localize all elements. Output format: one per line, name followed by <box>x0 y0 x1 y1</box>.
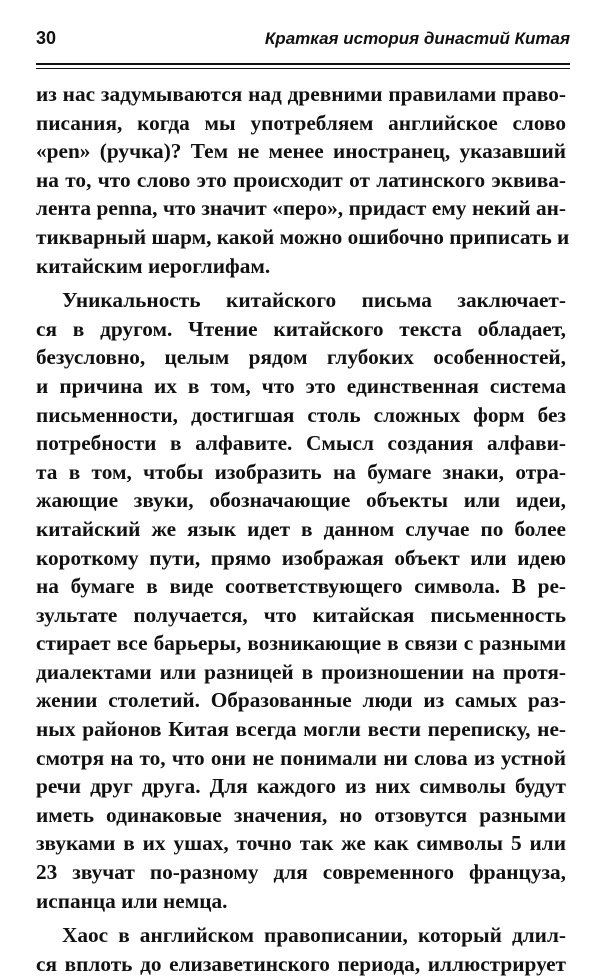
header-rule-thick <box>36 63 570 65</box>
page-number: 30 <box>36 28 57 48</box>
text-line: звуками в их ушах, точно так же как символы 5 или <box>36 831 566 856</box>
text-line: иметь одинаковые значения, но отзовутся разными <box>36 802 566 827</box>
text-line: испанца или немца. <box>36 888 228 913</box>
text-line: Хаос в английском правописании, который длил- <box>62 923 566 948</box>
page-header <box>30 24 570 54</box>
text-line: на бумаге в виде соответствующего символа. В ре- <box>36 574 566 599</box>
running-title: Краткая история династий Китая <box>264 29 570 48</box>
text-line: Уникальность китайского письма заключает- <box>62 288 566 313</box>
text-line: ся в другом. Чтение китайского текста обладает, <box>36 316 566 341</box>
header-rule-thin <box>36 68 570 69</box>
text-line: стирает все барьеры, возникающие в связи с разными <box>36 631 566 656</box>
text-line: безусловно, целым рядом глубоких особенностей, <box>36 345 566 370</box>
text-line: из нас задумываются над древними правилами право- <box>36 82 566 106</box>
text-line: 23 звучат по-разному для современного француза, <box>36 860 566 885</box>
text-line: «pen» (ручка)? Тем не менее иностранец, указавший <box>36 139 566 164</box>
text-line: на то, что слово это происходит от латинского эквива- <box>36 167 566 192</box>
text-line: зультате получается, что китайская письменность <box>36 602 566 627</box>
text-line: короткому пути, прямо изображая объект или идею <box>36 545 566 570</box>
text-line: жении столетий. Образованные люди из самых раз- <box>36 688 566 713</box>
text-line: лента penna, что значит «перо», придаст ему некий ан- <box>36 196 566 221</box>
text-line: письменности, достигшая столь сложных форм без <box>36 402 566 427</box>
text-line: диалектами или разницей в произношении на протя- <box>36 659 566 684</box>
text-line: писания, когда мы употребляем английское слово <box>36 110 566 135</box>
text-line: тикварный шарм, какой можно ошибочно приписать и <box>36 224 570 249</box>
text-line: потребности в алфавите. Смысл создания алфави- <box>36 431 566 456</box>
text-line: речи друг друга. Для каждого из них символы будут <box>36 774 566 799</box>
text-line: китайский же язык идет в данном случае по более <box>36 516 566 541</box>
text-line: та в том, чтобы изобразить на бумаге знаки, отра- <box>36 459 566 484</box>
text-line: ся вплоть до елизаветинского периода, иллюстрирует <box>36 951 566 976</box>
body-text <box>36 80 570 978</box>
text-line: и причина их в том, что это единственная система <box>36 373 566 398</box>
text-line: ных районов Китая всегда могли вести переписку, не- <box>36 717 566 742</box>
text-line: китайским иероглифам. <box>36 253 271 278</box>
text-line: жающие звуки, обозначающие объекты или идеи, <box>36 488 566 513</box>
text-line: смотря на то, что они не понимали ни слова из устной <box>36 745 566 770</box>
